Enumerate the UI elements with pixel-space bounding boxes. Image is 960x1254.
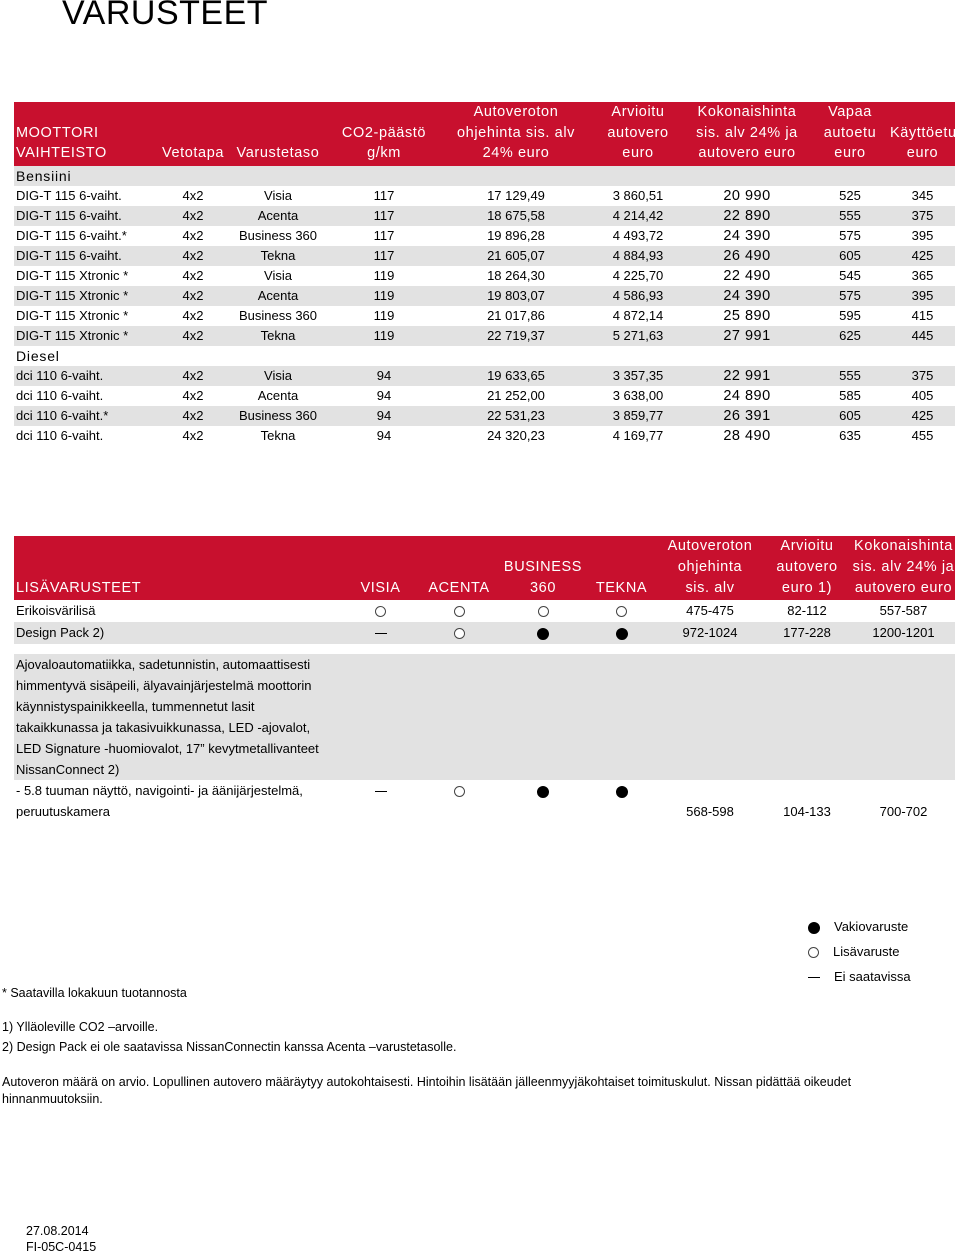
cell-tax: 3 860,51 [612,187,664,203]
cell-drive: 4x2 [182,387,204,403]
header-extras: LISÄVARUSTEET [14,536,344,600]
package-text: himmentyvä sisäpeili, älyavainjärjestelmä moottorin [14,675,344,696]
package-availability-acenta [417,759,501,780]
cell-engine: dci 110 6-vaiht. [14,366,158,386]
cell-use-benefit: 395 [911,227,934,243]
cell-co2: 94 [376,387,392,403]
availability-business [501,622,585,644]
header-use-benefit: Käyttöetu euro [890,102,955,166]
cell-price: 22 531,23 [440,406,592,426]
cell-tax: 3 357,35 [592,366,684,386]
note-co2: 1) Ylläoleville CO2 –arvoille. [2,1020,159,1034]
package-total [852,780,955,801]
package-availability-visia [344,675,417,696]
header-engine: MOOTTORI VAIHTEISTO [14,102,158,166]
open-circle-icon [375,606,386,617]
cell-drive: 4x2 [158,206,228,226]
package-text: takaikkunassa ja takasivuikkunassa, LED -ajovalot, [14,717,344,738]
package-line [14,801,955,822]
package-line [14,738,955,759]
package-price [658,780,762,801]
availability-visia [344,600,417,622]
package-total [852,696,955,717]
package-tax [762,738,852,759]
document-code: FI-05C-0415 [26,1240,97,1254]
cell-use-benefit: 455 [911,427,934,443]
cell-use-benefit: 375 [890,206,955,226]
package-total [852,759,955,780]
cell-co2: 94 [376,427,392,443]
cell-tax: 4 586,93 [592,286,684,306]
cell-co2: 119 [373,267,395,283]
package-availability-business [501,696,585,717]
cell-tax: 4 872,14 [612,307,664,323]
table-row [14,406,955,426]
header-price-ex-tax: Autoveroton ohjehinta sis. alv 24% euro [440,102,592,166]
cell-trim: Visia [228,366,328,386]
cell-engine: DIG-T 115 6-vaiht. [14,246,158,266]
cell-drive: 4x2 [158,286,228,306]
open-circle-icon [454,786,465,797]
package-text: käynnistyspainikkeella, tummennetut lasit [14,696,344,717]
cell-total: 24 390 [684,286,810,306]
cell-price: 17 129,49 [487,187,545,203]
section-title: Bensiini [14,166,955,186]
cell-drive: 4x2 [182,187,204,203]
package-tax [762,696,852,717]
package-availability-tekna [585,738,658,759]
cell-tax: 3 859,77 [592,406,684,426]
cell-co2: 119 [328,326,440,346]
package-line [14,717,955,738]
package-text: LED Signature -huomiovalot, 17” kevytmetallivanteet [14,738,344,759]
cell-price: 22 719,37 [440,326,592,346]
package-line [14,654,955,675]
cell-trim: Acenta [228,206,328,226]
availability-business [501,600,585,622]
package-total [852,654,955,675]
cell-co2: 117 [328,206,440,226]
package-tax [762,759,852,780]
note-local-production: * Saatavilla lokakuun tuotannosta [2,986,187,1000]
extra-total: 1200-1201 [852,622,955,644]
open-circle-icon [616,606,627,617]
cell-trim: Tekna [228,326,328,346]
table-row [14,186,955,206]
availability-tekna [585,600,658,622]
header-co2: CO2-päästö g/km [328,102,440,166]
filled-circle-icon [537,786,549,798]
cell-trim: Visia [264,187,292,203]
cell-use-benefit: 415 [911,307,934,323]
package-price [658,696,762,717]
cell-drive: 4x2 [182,227,204,243]
cell-free-benefit: 595 [839,307,861,323]
package-availability-business [501,675,585,696]
price-table-body [14,166,955,446]
header-visia: VISIA [344,536,417,600]
package-total [852,717,955,738]
table-row [14,600,955,622]
package-line [14,780,955,801]
spacer-row [14,644,955,654]
package-total: 700-702 [879,804,928,819]
open-circle-icon [454,606,465,617]
table-row [14,366,955,386]
cell-engine: DIG-T 115 Xtronic * [16,267,129,283]
package-availability-visia [344,738,417,759]
package-availability-visia [344,780,417,801]
cell-trim: Business 360 [238,227,318,243]
cell-total: 24 890 [723,387,771,404]
cell-free-benefit: 575 [839,227,861,243]
cell-tax: 3 638,00 [612,387,664,403]
cell-price: 19 896,28 [487,227,545,243]
note-disclaimer: Autoveron määrä on arvio. Lopullinen autovero määräytyy autokohtaisesti. Hintoihin lisätään jälleenmyyjäkohtaiset toimituskulut. Nissan pidättää oikeudet hinnanmuutoksiin. [2,1075,852,1106]
table-row [14,326,955,346]
table-row [14,622,955,644]
extra-name: Erikoisvärilisä [16,603,96,618]
dash-icon [375,633,387,634]
cell-trim: Visia [264,267,292,283]
package-price [658,759,762,780]
cell-engine: dci 110 6-vaiht. [16,427,104,443]
cell-free-benefit: 575 [810,286,890,306]
table-row [14,286,955,306]
package-availability-business [501,738,585,759]
package-tax [762,675,852,696]
package-text: - 5.8 tuuman näyttö, navigointi- ja äänijärjestelmä, [16,783,303,798]
cell-use-benefit: 365 [911,267,934,283]
cell-price: 24 320,23 [487,427,545,443]
package-availability-acenta [417,675,501,696]
section-row [14,346,955,366]
header-business: BUSINESS 360 [501,536,585,600]
filled-circle-icon [537,628,549,640]
cell-trim: Business 360 [238,307,318,323]
filled-circle-icon [616,786,628,798]
legend-not-available: Ei saatavissa [808,965,911,989]
cell-use-benefit: 405 [911,387,934,403]
availability-tekna [585,622,658,644]
package-availability-tekna [585,675,658,696]
package-availability-visia [344,717,417,738]
cell-use-benefit: 375 [890,366,955,386]
package-availability-tekna [585,801,658,822]
header-tekna: TEKNA [585,536,658,600]
package-text: Ajovaloautomatiikka, sadetunnistin, automaattisesti [14,654,344,675]
extra-name: Design Pack 2) [14,622,344,644]
table-row [14,266,955,286]
cell-price: 19 803,07 [440,286,592,306]
cell-co2: 94 [328,406,440,426]
cell-drive: 4x2 [158,366,228,386]
cell-price: 21 252,00 [487,387,545,403]
table-row [14,226,955,246]
cell-total: 20 990 [723,187,771,204]
package-availability-business [501,780,585,801]
package-tax [762,717,852,738]
cell-free-benefit: 635 [839,427,861,443]
package-tax: 104-133 [783,804,831,819]
package-availability-tekna [585,759,658,780]
package-total [852,738,955,759]
cell-co2: 119 [373,307,395,323]
package-availability-tekna [585,717,658,738]
package-availability-visia [344,654,417,675]
cell-tax: 5 271,63 [592,326,684,346]
cell-engine: DIG-T 115 Xtronic * [14,286,158,306]
legend-optional: Lisävaruste [808,940,899,964]
package-availability-tekna [585,696,658,717]
package-availability-visia [344,801,417,822]
cell-tax: 4 225,70 [612,267,664,283]
legend-standard: Vakiovaruste [808,915,908,939]
cell-drive: 4x2 [158,326,228,346]
table-row [14,246,955,266]
page-title: VARUSTEET [62,0,269,32]
document-date: 27.08.2014 [26,1224,89,1238]
header-drive: Vetotapa [158,102,228,166]
cell-engine: dci 110 6-vaiht. [16,387,104,403]
cell-drive: 4x2 [182,427,204,443]
cell-co2: 117 [373,187,395,203]
header-est-tax: Arvioitu autovero euro [592,102,684,166]
extra-tax: 82-112 [787,603,827,618]
cell-co2: 117 [328,246,440,266]
extras-table [14,536,955,822]
package-price [658,717,762,738]
cell-engine: DIG-T 115 6-vaiht. [16,187,122,203]
cell-drive: 4x2 [158,246,228,266]
cell-free-benefit: 525 [839,187,861,203]
package-text: peruutuskamera [16,804,110,819]
cell-free-benefit: 555 [810,366,890,386]
cell-engine: DIG-T 115 6-vaiht.* [16,227,127,243]
extra-price: 475-475 [686,603,734,618]
cell-use-benefit: 395 [890,286,955,306]
table-row [14,206,955,226]
cell-total: 26 490 [684,246,810,266]
filled-circle-icon [808,922,820,934]
cell-free-benefit: 555 [810,206,890,226]
availability-acenta [417,600,501,622]
header-extra-tax: Arvioitu autovero euro 1) [762,536,852,600]
package-tax [762,780,852,801]
header-extra-price: Autoveroton ohjehinta sis. alv [658,536,762,600]
cell-total: 27 991 [684,326,810,346]
package-availability-business [501,654,585,675]
cell-trim: Acenta [257,387,299,403]
package-availability-business [501,759,585,780]
extra-tax: 177-228 [762,622,852,644]
cell-total: 26 391 [684,406,810,426]
table-row [14,306,955,326]
cell-use-benefit: 425 [890,406,955,426]
section-row [14,166,955,186]
cell-drive: 4x2 [182,267,204,283]
cell-total: 28 490 [723,427,771,444]
package-price: 568-598 [686,804,734,819]
package-availability-acenta [417,780,501,801]
cell-price: 21 017,86 [487,307,545,323]
section-title: Diesel [16,347,60,364]
cell-engine: DIG-T 115 Xtronic * [16,307,129,323]
package-text: NissanConnect 2) [14,759,344,780]
cell-total: 22 490 [723,267,771,284]
package-availability-tekna [585,654,658,675]
cell-free-benefit: 605 [810,246,890,266]
package-tax [762,654,852,675]
package-availability-acenta [417,801,501,822]
cell-price: 21 605,07 [440,246,592,266]
filled-circle-icon [616,628,628,640]
dash-icon [375,791,387,792]
extra-total: 557-587 [879,603,928,618]
cell-free-benefit: 625 [810,326,890,346]
cell-co2: 94 [328,366,440,386]
package-availability-tekna [585,780,658,801]
package-price [658,675,762,696]
package-availability-acenta [417,654,501,675]
table-row [14,426,955,446]
cell-free-benefit: 605 [810,406,890,426]
package-availability-business [501,717,585,738]
package-availability-acenta [417,717,501,738]
availability-acenta [417,622,501,644]
package-availability-visia [344,759,417,780]
table-row [14,386,955,406]
package-availability-acenta [417,696,501,717]
cell-co2: 119 [328,286,440,306]
cell-use-benefit: 425 [890,246,955,266]
spacer [14,644,955,654]
extras-table-body [14,600,955,822]
extra-price: 972-1024 [658,622,762,644]
cell-trim: Business 360 [228,406,328,426]
cell-engine: dci 110 6-vaiht.* [14,406,158,426]
cell-free-benefit: 585 [839,387,861,403]
price-table [14,102,955,446]
header-total: Kokonaishinta sis. alv 24% ja autovero euro [684,102,810,166]
cell-price: 18 675,58 [440,206,592,226]
open-circle-icon [808,947,819,958]
cell-total: 22 991 [684,366,810,386]
header-trim: Varustetaso [228,102,328,166]
package-availability-business [501,801,585,822]
cell-tax: 4 884,93 [592,246,684,266]
package-availability-visia [344,696,417,717]
cell-total: 22 890 [684,206,810,226]
cell-drive: 4x2 [182,307,204,323]
package-line [14,696,955,717]
cell-trim: Acenta [228,286,328,306]
cell-tax: 4 169,77 [612,427,664,443]
cell-total: 25 890 [723,307,771,324]
header-acenta: ACENTA [417,536,501,600]
cell-drive: 4x2 [158,406,228,426]
cell-free-benefit: 545 [839,267,861,283]
cell-trim: Tekna [260,427,296,443]
cell-price: 19 633,65 [440,366,592,386]
dash-icon [808,977,820,978]
availability-visia [344,622,417,644]
open-circle-icon [538,606,549,617]
cell-trim: Tekna [228,246,328,266]
package-total [852,675,955,696]
cell-use-benefit: 445 [890,326,955,346]
package-price [658,654,762,675]
cell-engine: DIG-T 115 6-vaiht. [14,206,158,226]
note-design-pack: 2) Design Pack ei ole saatavissa NissanConnectin kanssa Acenta –varustetasolle. [2,1040,457,1054]
cell-total: 24 390 [723,227,771,244]
cell-tax: 4 493,72 [612,227,664,243]
open-circle-icon [454,628,465,639]
header-free-benefit: Vapaa autoetu euro [810,102,890,166]
package-line [14,759,955,780]
cell-use-benefit: 345 [911,187,934,203]
cell-co2: 117 [373,227,395,243]
cell-price: 18 264,30 [487,267,545,283]
header-extra-total: Kokonaishinta sis. alv 24% ja autovero euro [852,536,955,600]
cell-tax: 4 214,42 [592,206,684,226]
package-price [658,738,762,759]
extras-table-header [14,536,955,600]
package-availability-acenta [417,738,501,759]
cell-engine: DIG-T 115 Xtronic * [14,326,158,346]
price-table-header [14,102,955,166]
package-line [14,675,955,696]
